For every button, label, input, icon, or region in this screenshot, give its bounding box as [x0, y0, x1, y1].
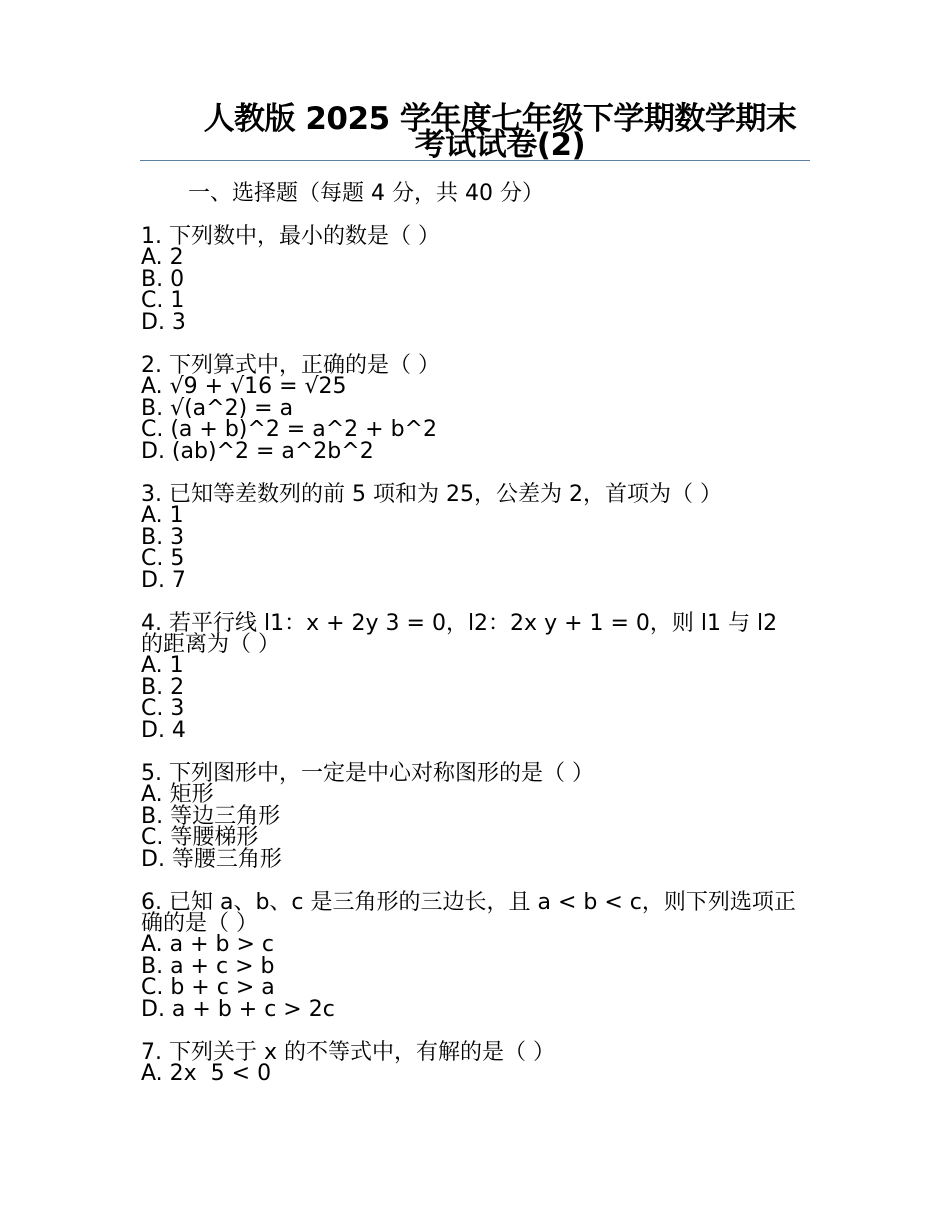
- option-d: D. 7: [141, 567, 186, 593]
- option-b: B. 等边三角形: [141, 803, 281, 829]
- document-title: 人教版 2025 学年度七年级下学期数学期末考试试卷(2): [203, 101, 797, 163]
- question-stem: 6. 已知 a、b、c 是三角形的三边长，且 a < b < c，则下列选项正确的是（ ）: [141, 890, 796, 936]
- option-c: C. 1: [141, 288, 185, 313]
- question-stem: 2. 下列算式中，正确的是（ ）: [141, 353, 440, 378]
- option-d: D. 等腰三角形: [141, 846, 282, 872]
- option-b: B. 2: [141, 674, 185, 700]
- option-a: A. 2x 5 < 0: [141, 1061, 272, 1086]
- option-c: C. 3: [141, 696, 185, 721]
- option-a: A. 1: [141, 503, 184, 528]
- option-c: C. b + c > a: [141, 975, 275, 1000]
- question-stem: 7. 下列关于 x 的不等式中，有解的是（ ）: [141, 1040, 555, 1065]
- option-c: C. (a + b)^2 = a^2 + b^2: [141, 417, 437, 442]
- question-4: [141, 613, 801, 741]
- option-d: D. (ab)^2 = a^2b^2: [141, 438, 374, 464]
- option-a: A. 2: [141, 245, 184, 270]
- question-7: [141, 1042, 801, 1085]
- option-b: B. a + c > b: [141, 953, 275, 979]
- question-stem: 5. 下列图形中，一定是中心对称图形的是（ ）: [141, 761, 594, 786]
- title-block: [140, 101, 810, 163]
- question-stem: 4. 若平行线 l1：x + 2y 3 = 0，l2：2x y + 1 = 0，则 l1 与 l2 的距离为（ ）: [141, 611, 778, 657]
- option-a: A. 1: [141, 653, 184, 678]
- question-stem: 1. 下列数中，最小的数是（ ）: [141, 224, 440, 249]
- title-underline: [140, 160, 810, 161]
- section-heading: 一、选择题（每题 4 分，共 40 分）: [188, 181, 544, 206]
- option-d: D. 4: [141, 717, 186, 743]
- option-b: B. √(a^2) = a: [141, 395, 294, 421]
- option-b: B. 3: [141, 524, 185, 550]
- question-1: [141, 226, 801, 333]
- option-c: C. 等腰梯形: [141, 825, 259, 850]
- option-c: C. 5: [141, 546, 185, 571]
- question-2: [141, 355, 801, 462]
- question-5: [141, 763, 801, 870]
- question-6: [141, 892, 801, 1020]
- question-stem: 3. 已知等差数列的前 5 项和为 25，公差为 2，首项为（ ）: [141, 482, 722, 507]
- option-d: D. 3: [141, 309, 186, 335]
- option-a: A. a + b > c: [141, 932, 275, 957]
- option-b: B. 0: [141, 266, 185, 292]
- option-d: D. a + b + c > 2c: [141, 996, 335, 1022]
- option-a: A. 矩形: [141, 782, 214, 807]
- question-3: [141, 484, 801, 591]
- question-list: [141, 226, 801, 1107]
- option-a: A. √9 + √16 = √25: [141, 374, 347, 399]
